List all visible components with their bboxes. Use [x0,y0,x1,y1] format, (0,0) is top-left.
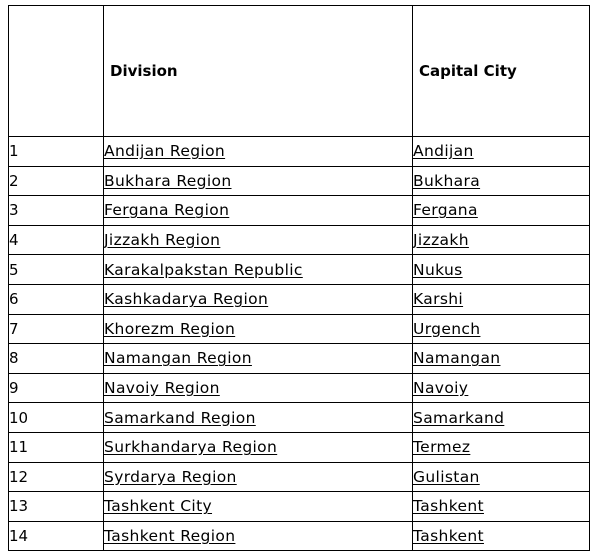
row-number: 5 [9,255,104,285]
division-link[interactable]: Bukhara Region [104,171,232,190]
row-number: 10 [9,403,104,433]
capital-cell [413,403,590,433]
table-row [9,196,590,226]
division-cell [104,403,413,433]
table-row [9,137,590,167]
capital-link[interactable]: Namangan [413,349,501,368]
division-cell [104,196,413,226]
row-number: 7 [9,314,104,344]
division-cell [104,166,413,196]
regions-table [8,5,590,551]
table-row [9,255,590,285]
header-division: Division [104,6,413,137]
capital-link[interactable]: Tashkent [413,527,484,546]
header-capital: Capital City [413,6,590,137]
header-row [9,6,590,137]
division-link[interactable]: Syrdarya Region [104,467,237,486]
capital-link[interactable]: Urgench [413,319,481,338]
division-cell [104,373,413,403]
capital-link[interactable]: Bukhara [413,171,481,190]
row-number: 11 [9,432,104,462]
division-link[interactable]: Jizzakh Region [104,231,221,250]
division-cell [104,137,413,167]
table-row [9,225,590,255]
table-row [9,284,590,314]
capital-cell [413,255,590,285]
row-number: 13 [9,492,104,522]
table-row [9,462,590,492]
table-row [9,166,590,196]
row-number: 4 [9,225,104,255]
table-row [9,373,590,403]
row-number: 2 [9,166,104,196]
capital-cell [413,314,590,344]
division-cell [104,225,413,255]
division-link[interactable]: Andijan Region [104,142,226,161]
capital-link[interactable]: Gulistan [413,467,480,486]
regions-table-container [8,5,590,551]
division-link[interactable]: Navoiy Region [104,379,220,398]
division-cell [104,492,413,522]
division-cell [104,432,413,462]
division-cell [104,521,413,551]
capital-link[interactable]: Navoiy [413,379,469,398]
division-link[interactable]: Karakalpakstan Republic [104,260,303,279]
row-number: 6 [9,284,104,314]
capital-link[interactable]: Karshi [413,290,464,309]
row-number: 3 [9,196,104,226]
capital-link[interactable]: Fergana [413,201,478,220]
capital-cell [413,462,590,492]
table-row [9,432,590,462]
division-link[interactable]: Surkhandarya Region [104,438,278,457]
division-link[interactable]: Kashkadarya Region [104,290,269,309]
division-link[interactable]: Fergana Region [104,201,230,220]
header-number [9,6,104,137]
capital-cell [413,196,590,226]
capital-cell [413,284,590,314]
division-cell [104,314,413,344]
division-link[interactable]: Tashkent Region [104,527,236,546]
table-row [9,403,590,433]
capital-link[interactable]: Jizzakh [413,231,469,250]
row-number: 9 [9,373,104,403]
capital-link[interactable]: Nukus [413,260,463,279]
row-number: 12 [9,462,104,492]
capital-cell [413,521,590,551]
capital-cell [413,225,590,255]
division-link[interactable]: Samarkand Region [104,408,256,427]
division-cell [104,255,413,285]
row-number: 1 [9,137,104,167]
row-number: 14 [9,521,104,551]
capital-link[interactable]: Tashkent [413,497,484,516]
row-number: 8 [9,344,104,374]
table-body [9,137,590,551]
division-link[interactable]: Tashkent City [104,497,213,516]
division-link[interactable]: Khorezm Region [104,319,236,338]
capital-cell [413,373,590,403]
capital-cell [413,432,590,462]
division-cell [104,344,413,374]
capital-cell [413,492,590,522]
capital-link[interactable]: Termez [413,438,471,457]
division-cell [104,284,413,314]
capital-link[interactable]: Samarkand [413,408,505,427]
capital-cell [413,137,590,167]
capital-link[interactable]: Andijan [413,142,474,161]
table-row [9,521,590,551]
capital-cell [413,344,590,374]
table-row [9,314,590,344]
division-link[interactable]: Namangan Region [104,349,252,368]
table-row [9,344,590,374]
capital-cell [413,166,590,196]
table-row [9,492,590,522]
division-cell [104,462,413,492]
